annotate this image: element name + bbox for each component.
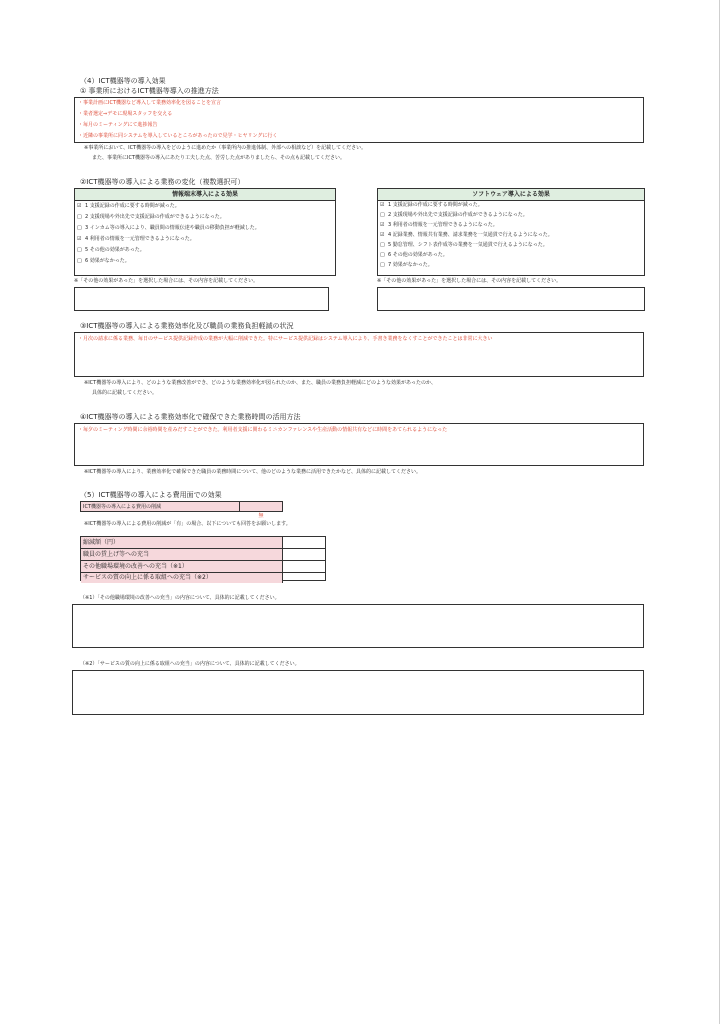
checkbox-icon: ☑ xyxy=(77,203,82,209)
row-input[interactable] xyxy=(283,573,325,583)
hardware-item-6[interactable] xyxy=(77,258,130,265)
footnote-1-input[interactable] xyxy=(72,604,644,648)
hardware-other-input[interactable] xyxy=(74,287,329,311)
checkbox-icon: □ xyxy=(380,212,385,218)
row-input[interactable] xyxy=(283,549,325,560)
row-input[interactable] xyxy=(283,537,325,548)
cost-reduction-label xyxy=(80,501,240,512)
cost-table xyxy=(80,536,326,581)
hardware-item-label: 4 利用者の情報を一元管理できるようになった。 xyxy=(85,236,195,242)
software-item-3[interactable] xyxy=(380,222,498,229)
checkbox-icon: □ xyxy=(380,252,385,258)
table-row xyxy=(81,561,325,573)
q1-answer-2: ・業者選定⇒デモに現場スタッフを交える xyxy=(78,111,173,117)
checkbox-icon: ☑ xyxy=(380,222,385,228)
q4-answer-box[interactable] xyxy=(74,423,644,466)
hardware-item-5[interactable] xyxy=(77,247,145,254)
q3-answer: ・月次の請求に係る業務、毎日のサービス提供記録作成の業務が大幅に削減できた。特にサービス提供記録はシステム導入により、手書き業務をなくすことができたことは非常に大きい xyxy=(78,336,493,342)
q1-title: ① 事業所におけるICT機器等導入の推進方法 xyxy=(80,87,219,95)
q1-answer-3: ・毎月のミーティングにて進捗報告 xyxy=(78,122,158,128)
row-input[interactable] xyxy=(283,561,325,572)
q2-title: ②ICT機器等の導入による業務の変化（複数選択可） xyxy=(80,178,245,186)
software-other-input[interactable] xyxy=(377,287,645,311)
hardware-effects-box xyxy=(74,188,336,276)
software-item-7[interactable] xyxy=(380,262,433,269)
q3-answer-box[interactable] xyxy=(74,332,644,377)
q1-note-1: ※事業所において、ICT機器等の導入をどのように進めたか（事業所内の推進体制、外部への相談など）を記載してください。 xyxy=(84,145,367,151)
software-other-note: ※「その他の効果があった」を選択した場合には、その内容を記載してください。 xyxy=(377,278,562,284)
q1-note-2: また、事業所にICT機器等の導入にあたり工夫した点、苦労した点がありましたら、その点も記載してください。 xyxy=(92,155,346,161)
q3-note-1: ※ICT機器等の導入により、どのような業務改善ができ、どのような業務効率化が図られたのか、また、職員の業務負担軽減にどのような効果があったのか、 xyxy=(84,380,436,386)
software-item-5[interactable] xyxy=(380,242,548,249)
checkbox-icon: □ xyxy=(77,258,82,264)
cost-reduction-value: 無 xyxy=(258,513,264,519)
q4-answer: ・毎夕のミーティング時間に余裕時間を産みだすことができた。利用者支援に関わるミニカンファレンスや生産活動の情報共有などに時間をあてられるようになった xyxy=(78,427,448,433)
software-item-2[interactable] xyxy=(380,212,528,219)
row-label: 縮減額（円） xyxy=(81,537,283,548)
checkbox-icon: □ xyxy=(380,242,385,248)
q1-answer-4: ・近隣の事業所に同システムを導入しているところがあったので見学・ヒヤリングに行く xyxy=(78,133,278,139)
hardware-item-label: 2 支援現場や外出先で支援記録の作成ができるようになった。 xyxy=(85,214,225,220)
q4-title: ④ICT機器等の導入による業務効率化で確保できた業務時間の活用方法 xyxy=(80,413,301,421)
hardware-other-note: ※「その他の効果があった」を選択した場合には、その内容を記載してください。 xyxy=(74,278,259,284)
row-label: その他職場環境の改善への充当（※1） xyxy=(81,561,283,572)
hardware-item-label: 6 効果がなかった。 xyxy=(85,258,130,264)
section5-title: （5）ICT機器等の導入による費用面での効果 xyxy=(80,491,222,499)
table-row xyxy=(81,573,325,583)
hardware-item-label: 1 支援記録の作成に要する時間が減った。 xyxy=(85,203,180,209)
software-item-4[interactable] xyxy=(380,232,553,239)
checkbox-icon: □ xyxy=(77,214,82,220)
software-item-label: 3 利用者の情報を一元管理できるようになった。 xyxy=(388,222,498,228)
q1-answer-1: ・事業計画にICT機器など導入して業務効率化を図ることを宣言 xyxy=(78,100,222,106)
q3-title: ③ICT機器等の導入による業務効率化及び職員の業務負担軽減の状況 xyxy=(80,322,294,330)
hardware-item-3[interactable] xyxy=(77,225,260,232)
q3-note-2: 具体的に記載してください。 xyxy=(92,390,158,396)
q4-note: ※ICT機器等の導入により、業務効率化で確保できた職員の業務時間について、他のどのような業務に活用できたかなど、具体的に記載してください。 xyxy=(84,469,422,475)
checkbox-icon: ☑ xyxy=(380,232,385,238)
checkbox-icon: □ xyxy=(380,262,385,268)
page-edge xyxy=(719,0,720,1024)
software-effects-box xyxy=(377,188,645,276)
software-item-label: 4 記録業務、情報共有業務、請求業務を一気通貫で行えるようになった。 xyxy=(388,232,553,238)
hardware-item-2[interactable] xyxy=(77,214,225,221)
cost-reduction-select[interactable] xyxy=(239,501,283,519)
hardware-item-label: 3 インカム等の導入により、職員間の情報伝達や職員の移動負担が軽減した。 xyxy=(85,225,260,231)
section5-note: ※ICT機器等の導入による費用の削減が「有」の場合、以下についても回答をお願いします。 xyxy=(84,521,291,527)
checkbox-icon: ☑ xyxy=(77,236,82,242)
software-item-1[interactable] xyxy=(380,202,483,209)
software-item-label: 7 効果がなかった。 xyxy=(388,262,433,268)
footnote-1: （※1）「その他職場環境の改善への充当」の内容について、具体的に記載してください。 xyxy=(80,595,280,601)
table-row xyxy=(81,549,325,561)
checkbox-icon: □ xyxy=(77,225,82,231)
software-item-6[interactable] xyxy=(380,252,448,259)
row-label: 職員の賃上げ等への充当 xyxy=(81,549,283,560)
hardware-item-label: 5 その他の効果があった。 xyxy=(85,247,145,253)
checkbox-icon: □ xyxy=(77,247,82,253)
cost-reduction-label-text: ICT機器等の導入による費用の削減 xyxy=(83,504,162,510)
hardware-item-1[interactable] xyxy=(77,203,180,210)
software-item-label: 6 その他の効果があった。 xyxy=(388,252,448,258)
footnote-2-input[interactable] xyxy=(72,670,644,715)
q1-answer-box[interactable] xyxy=(74,97,644,143)
section4-title: （4）ICT機器等の導入効果 xyxy=(80,77,166,85)
table-row xyxy=(81,537,325,549)
row-label: サービスの質の向上に係る取組への充当（※2） xyxy=(81,573,283,583)
hardware-effects-title: 情報端末導入による効果 xyxy=(75,189,335,201)
footnote-2: （※2）「サービスの質の向上に係る取組への充当」の内容について、具体的に記載してください。 xyxy=(80,661,300,667)
software-item-label: 2 支援現場や外出先で支援記録の作成ができるようになった。 xyxy=(388,212,528,218)
software-item-label: 5 勤怠管理、シフト表作成等の業務を一気通貫で行えるようになった。 xyxy=(388,242,548,248)
hardware-item-4[interactable] xyxy=(77,236,195,243)
checkbox-icon: ☑ xyxy=(380,202,385,208)
software-effects-title: ソフトウェア導入による効果 xyxy=(378,189,644,201)
software-item-label: 1 支援記録の作成に要する時間が減った。 xyxy=(388,202,483,208)
